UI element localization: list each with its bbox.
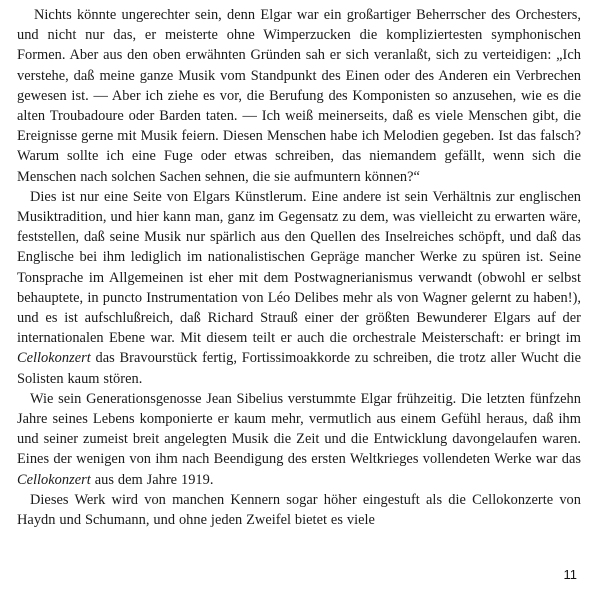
text-run: Wie sein Generationsgenosse Jean Sibelius verstummte Elgar frühzeitig. Die letzten fünfzehn Jahre seines Lebens komponierte er kaum mehr, vermutlich aus einem Gefühl heraus, daß ihm und seiner zumeist breit angelegten Musik die Zeit und die Entwicklung davongelaufen waren. Eines der wenigen von ihm nach Beendigung des ersten Weltkrieges vollendeten Werke war das bbox=[17, 390, 581, 468]
document-page bbox=[17, 5, 581, 530]
paragraph bbox=[17, 5, 581, 187]
text-run: das Bravourstück fertig, Fortissimoakkorde zu schreiben, die trotz aller Wucht die Solisten kaum stören. bbox=[17, 350, 581, 387]
paragraph bbox=[17, 389, 581, 490]
paragraph bbox=[17, 490, 581, 530]
paragraph bbox=[17, 187, 581, 389]
body-text bbox=[17, 5, 581, 530]
text-run: Nichts könnte ungerechter sein, denn Elgar war ein großartiger Beherrscher des Orchesters, und nicht nur das, er meisterte ohne Wimperzucken die kompliziertesten symphonischen Formen. Aber aus den oben erwähnten Gründen sah er sich veranlaßt, sich zu verteidigen: „Ich verstehe, daß meine ganze Musik vom Standpunkt des Einen oder des Anderen ein Verbrechen gewesen ist. — Aber ich ziehe es vor, die Berufung des Komponisten so anzusehen, wie es die alten Troubadoure oder Barden taten. — Ich weiß meinerseits, daß es viele Menschen gibt, die Ereignisse gerne mit Musik feiern. Diesen Menschen habe ich Melodien gegeben. Ist das falsch? Warum sollte ich eine Fuge oder etwas schreiben, das niemandem gefällt, wenn sich die Menschen nach solchen Sachen sehnen, die sie aufmuntern können?“ bbox=[17, 7, 581, 185]
page-number: 11 bbox=[563, 567, 577, 582]
work-title: Cellokonzert bbox=[17, 350, 91, 367]
work-title: Cellokonzert bbox=[17, 471, 91, 488]
text-run: Dies ist nur eine Seite von Elgars Künstlerum. Eine andere ist sein Verhältnis zur englischen Musiktradition, und hier kann man, ganz im Gegensatz zu dem, was vielleicht zu erwarten wäre, feststellen, daß seine Musik nur spärlich aus den Quellen des Inselreiches schöpft, und daß das Englische bei ihm lediglich im nationalistischen Gepräge mancher Werke zu spüren ist. Seine Tonsprache im Allgemeinen ist eher mit dem Postwagnerianismus verwandt (obwohl er selbst behauptete, in puncto Instrumentation von Léo Delibes mehr als von Wagner gelernt zu haben!), und es ist aufschlußreich, daß Richard Strauß einer der größten Bewunderer Elgars auf der internationalen Ebene war. Mit diesem teilt er auch die orchestrale Meisterschaft: er bringt im bbox=[17, 188, 581, 347]
text-run: Dieses Werk wird von manchen Kennern sogar höher eingestuft als die Cellokonzerte von Haydn und Schumann, und ohne jeden Zweifel bietet es viele bbox=[17, 491, 581, 529]
text-run: aus dem Jahre 1919. bbox=[90, 471, 214, 488]
